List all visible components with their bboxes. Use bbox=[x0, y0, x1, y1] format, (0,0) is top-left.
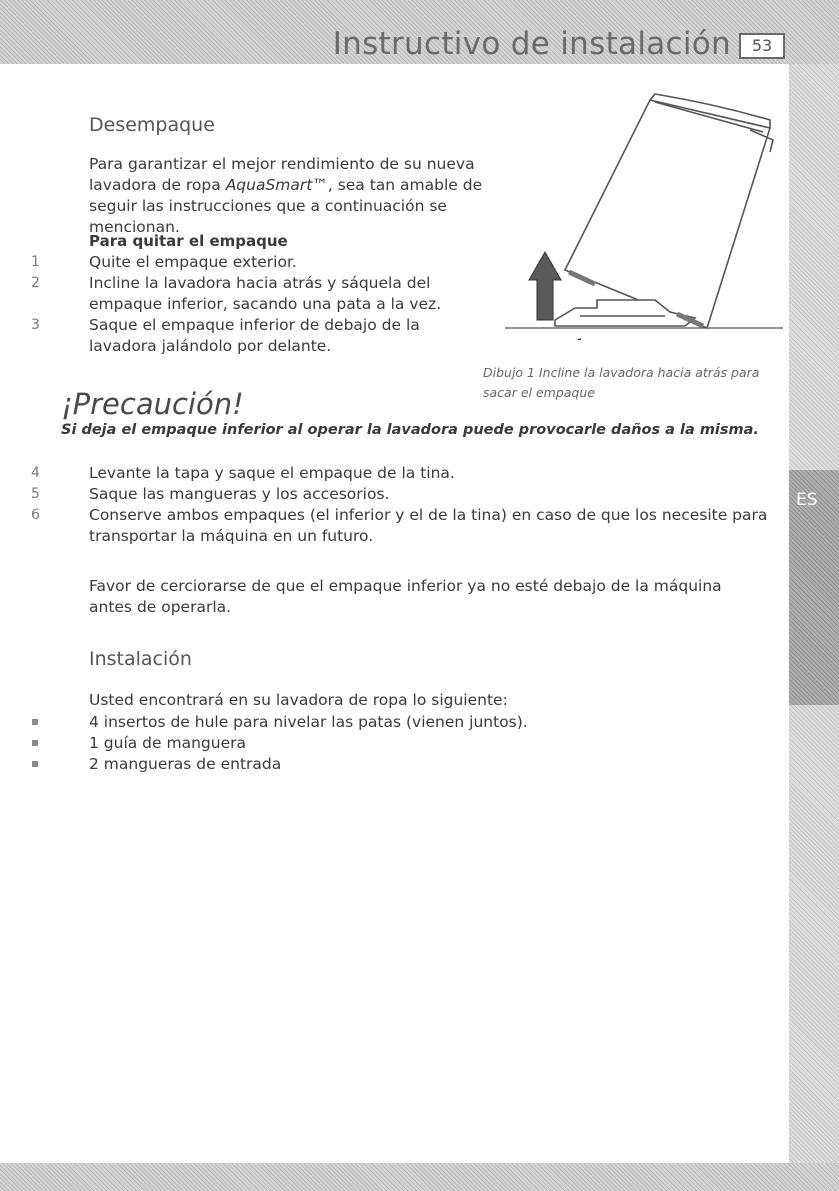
list-item bbox=[89, 733, 689, 754]
bullet-icon bbox=[32, 761, 38, 767]
step-number: 6 bbox=[31, 507, 40, 523]
step-text: Conserve ambos empaques (el inferior y el de la tina) en caso de que los necesite para transportar la máquina en un futuro. bbox=[89, 506, 768, 545]
caution-title: ¡Precaución! bbox=[61, 387, 244, 421]
list-item bbox=[31, 273, 474, 315]
bullet-icon bbox=[32, 740, 38, 746]
unpacking-steps bbox=[31, 252, 474, 357]
step-text: Incline la lavadora hacia atrás y sáquela del empaque inferior, sacando una pata a la vez. bbox=[89, 274, 442, 313]
note-paragraph: Favor de cerciorarse de que el empaque inferior ya no esté debajo de la máquina antes de operarla. bbox=[89, 577, 722, 616]
more-steps bbox=[31, 463, 779, 547]
brand-name: AquaSmart™ bbox=[225, 176, 328, 194]
step-number: 5 bbox=[31, 486, 40, 502]
list-item bbox=[31, 315, 474, 357]
installation-items bbox=[89, 712, 689, 775]
installation-intro: Usted encontrará en su lavadora de ropa lo siguiente: bbox=[89, 691, 508, 709]
step-number: 1 bbox=[31, 254, 40, 270]
section-heading-unpacking: Desempaque bbox=[89, 114, 215, 136]
bullet-icon bbox=[32, 719, 38, 725]
unpacking-intro-end: , sea tan amable de seguir las instrucciones que a continuación se mencionan. bbox=[89, 176, 483, 236]
language-tab-label: ES bbox=[796, 490, 818, 510]
item-text: 4 insertos de hule para nivelar las patas (vienen juntos). bbox=[89, 713, 528, 731]
footer-band bbox=[0, 1163, 839, 1191]
step-number: 3 bbox=[31, 317, 40, 333]
step-text: Saque el empaque inferior de debajo de la lavadora jalándolo por delante. bbox=[89, 316, 420, 355]
list-item bbox=[31, 252, 474, 273]
step-number: 4 bbox=[31, 465, 40, 481]
unpacking-subheading: Para quitar el empaque bbox=[89, 232, 288, 250]
list-item bbox=[89, 712, 689, 733]
step-text: Quite el empaque exterior. bbox=[89, 253, 297, 271]
list-item bbox=[31, 484, 779, 505]
page-number: 53 bbox=[739, 33, 785, 59]
caution-text: Si deja el empaque inferior al operar la lavadora puede provocarle daños a la misma. bbox=[61, 422, 759, 438]
step-number: 2 bbox=[31, 275, 40, 291]
unpacking-intro bbox=[89, 154, 489, 238]
page-title: Instructivo de instalación bbox=[332, 26, 731, 62]
section-heading-installation: Instalación bbox=[89, 648, 192, 670]
unpacking-intro-start: Para garantizar el mejor rendimiento de su nueva lavadora de ropa bbox=[89, 155, 475, 194]
washer-tilt-illustration bbox=[505, 90, 790, 340]
list-item bbox=[89, 754, 689, 775]
figure-caption: Dibujo 1 Incline la lavadora hacia atrás para sacar el empaque bbox=[483, 365, 760, 400]
item-text: 2 mangueras de entrada bbox=[89, 755, 282, 773]
step-text: Saque las mangueras y los accesorios. bbox=[89, 485, 390, 503]
list-item bbox=[31, 505, 779, 547]
list-item bbox=[31, 463, 779, 484]
item-text: 1 guía de manguera bbox=[89, 734, 246, 752]
step-text: Levante la tapa y saque el empaque de la tina. bbox=[89, 464, 455, 482]
